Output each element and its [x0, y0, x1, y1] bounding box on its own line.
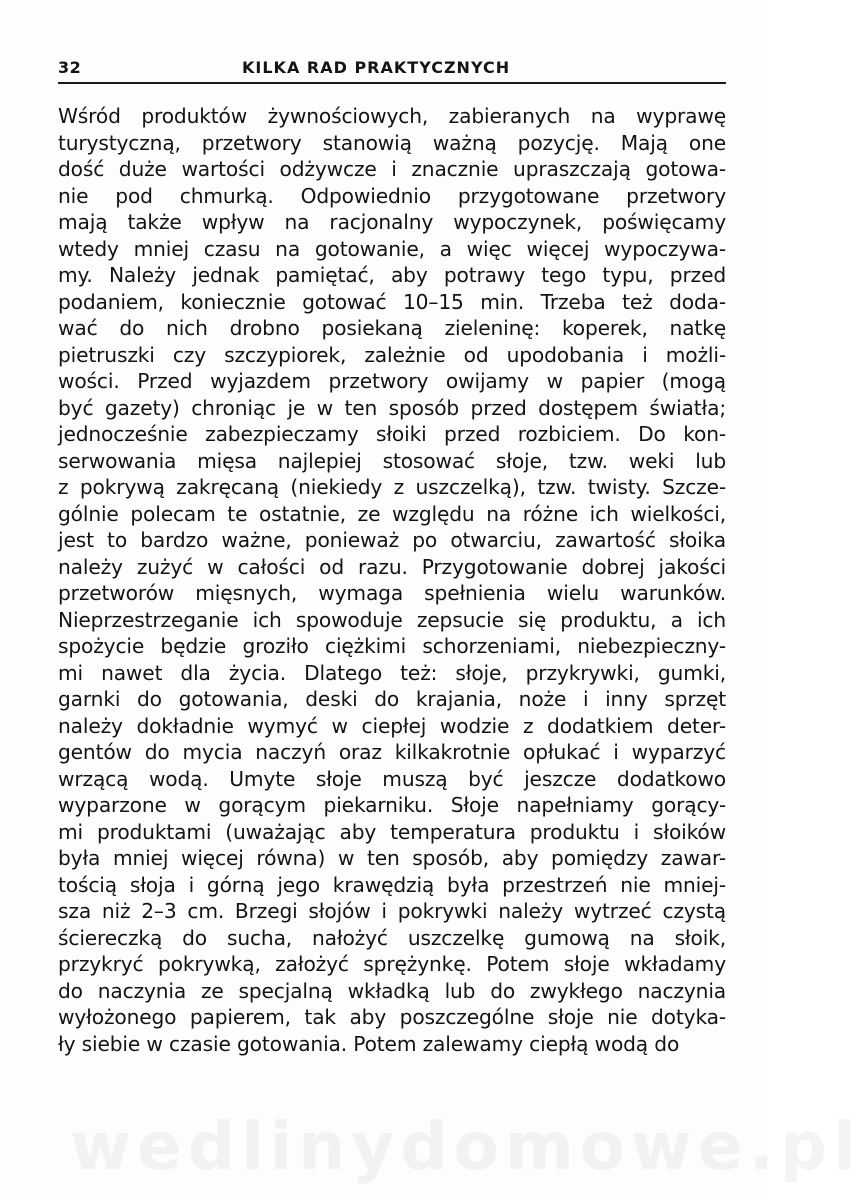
text-line: do naczynia ze specjalną wkładką lub do zwykłego naczynia: [58, 978, 726, 1003]
text-line: Wśród produktów żywnościowych, zabieranych na wyprawę: [58, 104, 726, 128]
text-line: my. Należy jednak pamiętać, aby potrawy tego typu, przed: [58, 263, 726, 287]
text-line: z pokrywą zakręcaną (niekiedy z uszczelką), tzw. twisty. Szcze-: [58, 475, 726, 499]
text-line: mi produktami (uważając aby temperatura produktu i słoików: [58, 819, 726, 844]
text-line: podaniem, koniecznie gotować 10–15 min. Trzeba też doda-: [58, 289, 726, 314]
text-line: być gazety) chroniąc je w ten sposób przed dostępem światła;: [58, 395, 726, 420]
text-line: wyparzone w gorącym piekarniku. Słoje napełniamy gorący-: [58, 793, 726, 817]
text-line: wrzącą wodą. Umyte słoje muszą być jeszcze dodatkowo: [58, 766, 726, 791]
watermark: wedlinydomowe.pl: [70, 1108, 862, 1185]
text-line: wtedy mniej czasu na gotowanie, a więc więcej wypoczywa-: [58, 236, 726, 261]
text-line: wać do nich drobno posiekaną zieleninę: koperek, natkę: [58, 316, 726, 340]
text-line: jednocześnie zabezpieczamy słoiki przed rozbiciem. Do kon-: [58, 422, 726, 446]
text-line: gólnie polecam te ostatnie, ze względu na różne ich wielkości,: [58, 501, 726, 526]
text-line: spożycie będzie groziło ciężkimi schorzeniami, niebezpieczny-: [58, 634, 726, 658]
text-line: gentów do mycia naczyń oraz kilkakrotnie opłukać i wyparzyć: [58, 740, 726, 764]
text-line: należy dokładnie wymyć w ciepłej wodzie z dodatkiem deter-: [58, 713, 726, 738]
text-line: przetworów mięsnych, wymaga spełnienia wielu warunków.: [58, 581, 726, 605]
page-header: [58, 58, 726, 80]
text-line: pietruszki czy szczypiorek, zależnie od upodobania i możli-: [58, 342, 726, 367]
text-line: serwowania mięsa najlepiej stosować słoje, tzw. weki lub: [58, 448, 726, 473]
text-line: nie pod chmurką. Odpowiednio przygotowane przetwory: [58, 183, 726, 208]
text-line: była mniej więcej równa) w ten sposób, aby pomiędzy zawar-: [58, 846, 726, 870]
text-line: ły siebie w czasie gotowania. Potem zalewamy ciepłą wodą do: [58, 1031, 680, 1056]
text-line: jest to bardzo ważne, ponieważ po otwarciu, zawartość słoika: [58, 528, 726, 552]
text-line: turystyczną, przetwory stanowią ważną pozycję. Mają one: [58, 130, 726, 155]
text-line: mają także wpływ na racjonalny wypoczynek, poświęcamy: [58, 210, 726, 234]
header-rule: [58, 82, 726, 84]
running-head: KILKA RAD PRAKTYCZNYCH: [242, 58, 511, 77]
text-line: wyłożonego papierem, tak aby poszczególne słoje nie dotyka-: [58, 1005, 726, 1029]
text-line: sza niż 2–3 cm. Brzegi słojów i pokrywki należy wytrzeć czystą: [58, 899, 726, 923]
text-line: garnki do gotowania, deski do krajania, noże i inny sprzęt: [58, 687, 726, 711]
text-line: mi nawet dla życia. Dlatego też: słoje, przykrywki, gumki,: [58, 660, 726, 685]
text-line: wości. Przed wyjazdem przetwory owijamy w papier (mogą: [58, 369, 726, 393]
text-line: przykryć pokrywką, założyć sprężynkę. Potem słoje wkładamy: [58, 952, 726, 976]
text-line: tością słoja i górną jego krawędzią była przestrzeń nie mniej-: [58, 872, 726, 897]
text-line: ściereczką do sucha, nałożyć uszczelkę gumową na słoik,: [58, 925, 726, 950]
text-line: Nieprzestrzeganie ich spowoduje zepsucie się produktu, a ich: [58, 607, 726, 632]
text-line: dość duże wartości odżywcze i znacznie upraszczają gotowa-: [58, 157, 726, 181]
text-line: należy zużyć w całości od razu. Przygotowanie dobrej jakości: [58, 554, 726, 579]
page-number: 32: [58, 58, 82, 77]
body-text: [58, 103, 726, 1057]
